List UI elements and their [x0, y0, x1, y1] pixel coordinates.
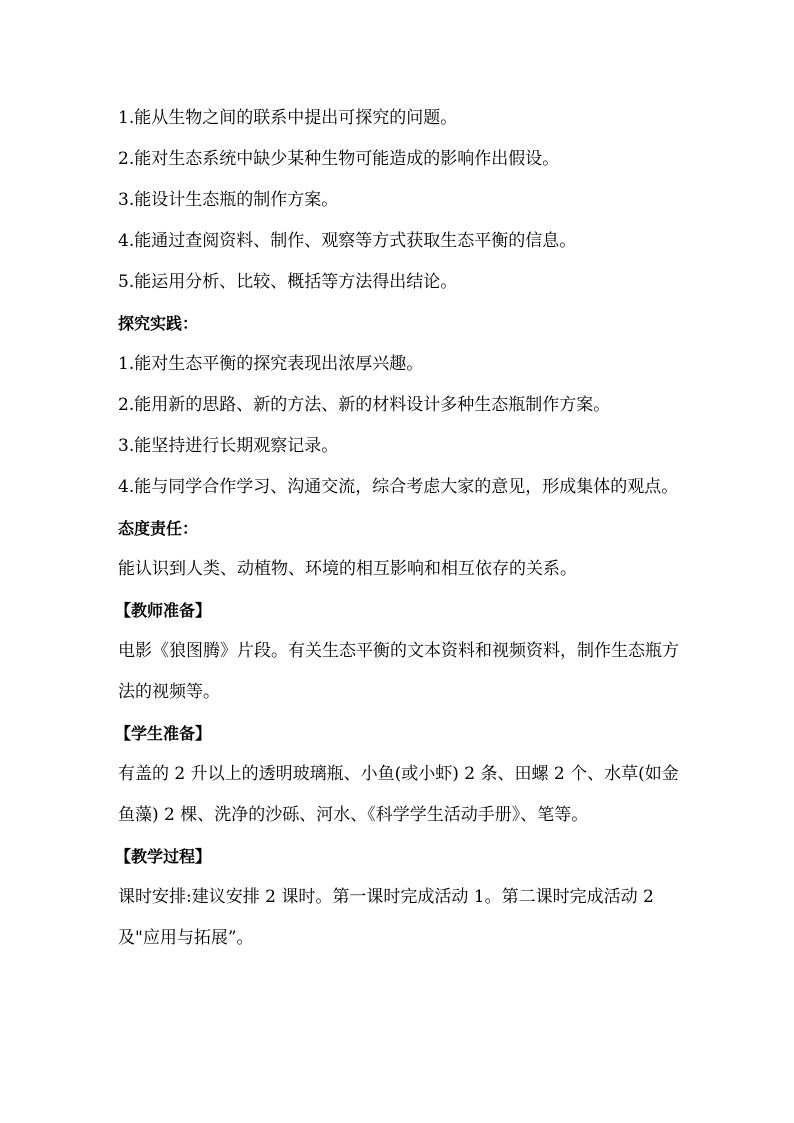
practice-item-3: 3.能坚持进行长期观察记录。: [118, 436, 339, 456]
teacher-prep-heading: 【教师准备】: [115, 601, 212, 620]
ability-item-3: 3.能设计生态瓶的制作方案。: [118, 190, 339, 210]
process-text: 课时安排:建议安排 2 课时。第一课时完成活动 1。第二课时完成活动 2 及"应用与拓展”。: [118, 887, 654, 948]
ability-item-2: 2.能对生态系统中缺少某种生物可能造成的影响作出假设。: [118, 149, 560, 169]
student-prep-text: 有盖的 2 升以上的透明玻璃瓶、小鱼(或小虾) 2 条、田螺 2 个、水草(如金鱼藻) 2 棵、洗净的沙砾、河水、《科学学生活动手册》、笔等。: [118, 764, 679, 825]
document-body: [115, 98, 690, 959]
ability-item-4: 4.能通过查阅资料、制作、观察等方式获取生态平衡的信息。: [118, 231, 577, 251]
attitude-text: 能认识到人类、动植物、环境的相互影响和相互依存的关系。: [118, 559, 577, 579]
practice-item-4: 4.能与同学合作学习、沟通交流，综合考虑大家的意见，形成集体的观点。: [118, 477, 679, 497]
process-heading: 【教学过程】: [115, 847, 212, 866]
practice-heading: 探究实践：: [118, 314, 199, 333]
practice-item-1: 1.能对生态平衡的探究表现出浓厚兴趣。: [118, 354, 424, 374]
attitude-heading: 态度责任：: [118, 519, 199, 538]
practice-item-2: 2.能用新的思路、新的方法、新的材料设计多种生态瓶制作方案。: [118, 395, 611, 415]
ability-item-5: 5.能运用分析、比较、概括等方法得出结论。: [118, 272, 458, 292]
teacher-prep-text: 电影《狼图腾》片段。有关生态平衡的文本资料和视频资料，制作生态瓶方法的视频等。: [118, 641, 679, 702]
ability-item-1: 1.能从生物之间的联系中提出可探究的问题。: [118, 108, 458, 128]
student-prep-heading: 【学生准备】: [115, 724, 212, 743]
